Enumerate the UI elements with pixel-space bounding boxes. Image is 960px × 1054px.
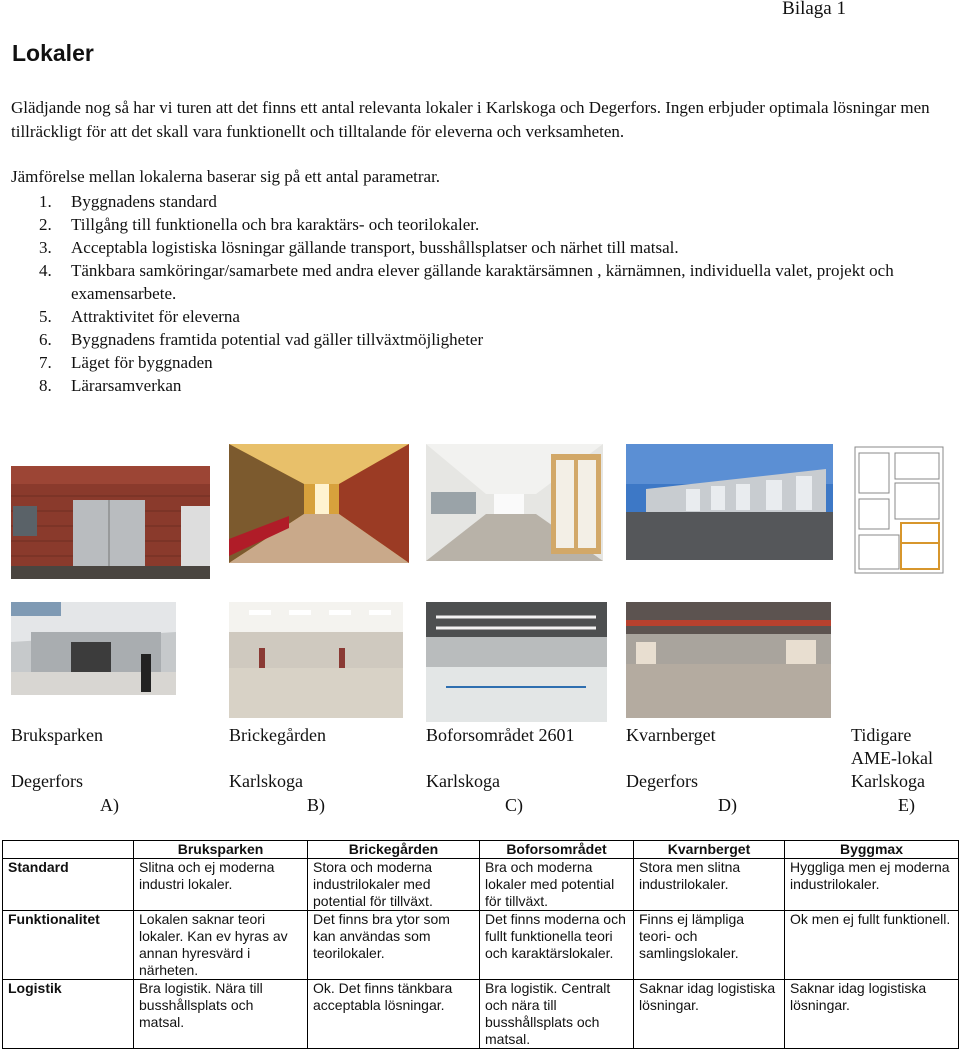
- brickegarden-corridor-photo: [229, 444, 409, 563]
- table-header-cell: Bruksparken: [134, 841, 308, 859]
- table-cell: Saknar idag logistiska lösningar.: [634, 980, 785, 1049]
- caption-kvarnberget-letter: D): [718, 795, 737, 815]
- kvarnberget-hall-photo: [626, 602, 831, 718]
- caption-ame-name: Tidigare: [851, 725, 912, 745]
- table-cell: Stora och moderna industrilokaler med potential för tillväxt.: [308, 859, 480, 911]
- comparison-table: [2, 840, 959, 1049]
- list-item: 4. Tänkbara samköringar/samarbete med andra elever gällande karaktärsämnen , kärnämnen, individuella valet, projekt och examensarbete.: [39, 261, 894, 303]
- table-cell: Bra logistik. Centralt och nära till busshållsplats och matsal.: [480, 980, 634, 1049]
- table-row: [3, 859, 959, 911]
- table-row: [3, 980, 959, 1049]
- caption-brickegarden-letter: B): [307, 795, 325, 815]
- list-item: 5. Attraktivitet för eleverna: [39, 307, 240, 326]
- page-title: Lokaler: [12, 40, 94, 66]
- boforsomradet-interior-photo: [426, 444, 603, 561]
- row-label: Logistik: [3, 980, 134, 1049]
- list-item: 8. Lärarsamverkan: [39, 376, 182, 395]
- list-item: 3. Acceptabla logistiska lösningar gällande transport, busshållsplatser och närhet till matsal.: [39, 238, 679, 257]
- table-cell: Det finns bra ytor som kan användas som teorilokaler.: [308, 911, 480, 980]
- caption-kvarnberget-town: Degerfors: [626, 771, 698, 791]
- caption-brickegarden-name: Brickegården: [229, 725, 326, 745]
- table-cell: Finns ej lämpliga teori- och samlingslokaler.: [634, 911, 785, 980]
- list-item: 6. Byggnadens framtida potential vad gäller tillväxtmöjligheter: [39, 330, 484, 349]
- table-cell: Bra och moderna lokaler med potential för tillväxt.: [480, 859, 634, 911]
- table-cell: Ok men ej fullt funktionell.: [785, 911, 959, 980]
- intro-paragraph: Glädjande nog så har vi turen att det finns ett antal relevanta lokaler i Karlskoga och Degerfors. Ingen erbjuder optimala lösningar men tillräckligt för att det skall vara funktionellt och tilltalande för eleverna och verksamheten.: [11, 98, 930, 141]
- list-item: 7. Läget för byggnaden: [39, 353, 213, 372]
- attachment-label: Bilaga 1: [782, 0, 846, 19]
- table-cell: Slitna och ej moderna industri lokaler.: [134, 859, 308, 911]
- caption-bruksparken-name: Bruksparken: [11, 725, 103, 745]
- caption-boforsomradet-name: Boforsområdet 2601: [426, 725, 575, 745]
- boforsomradet-hall-photo: [426, 602, 607, 722]
- caption-boforsomradet-letter: C): [505, 795, 523, 815]
- table-header-cell: Kvarnberget: [634, 841, 785, 859]
- table-header-row: [3, 841, 959, 859]
- table-cell: Stora men slitna industrilokaler.: [634, 859, 785, 911]
- bruksparken-interior-photo: [11, 602, 176, 695]
- caption-ame-name-line2: AME-lokal: [851, 748, 933, 768]
- ame-floor-plan-image: [851, 443, 947, 577]
- table-cell: Ok. Det finns tänkbara acceptabla lösningar.: [308, 980, 480, 1049]
- row-label: Funktionalitet: [3, 911, 134, 980]
- caption-bruksparken-town: Degerfors: [11, 771, 83, 791]
- table-header-cell: Brickegården: [308, 841, 480, 859]
- caption-brickegarden-town: Karlskoga: [229, 771, 303, 791]
- list-item: 2. Tillgång till funktionella och bra karaktärs- och teorilokaler.: [39, 215, 480, 234]
- row-label: Standard: [3, 859, 134, 911]
- table-header-cell: [3, 841, 134, 859]
- criteria-list: [39, 190, 954, 397]
- brickegarden-hall-photo: [229, 602, 403, 718]
- table-cell: Bra logistik. Nära till busshållsplats och matsal.: [134, 980, 308, 1049]
- table-cell: Lokalen saknar teori lokaler. Kan ev hyras av annan hyresvärd i närheten.: [134, 911, 308, 980]
- table-header-cell: Byggmax: [785, 841, 959, 859]
- table-row: [3, 911, 959, 980]
- table-cell: Saknar idag logistiska lösningar.: [785, 980, 959, 1049]
- list-item: 1. Byggnadens standard: [39, 192, 217, 211]
- caption-ame-town: Karlskoga: [851, 771, 925, 791]
- table-header-cell: Boforsområdet: [480, 841, 634, 859]
- caption-bruksparken-letter: A): [100, 795, 119, 815]
- bruksparken-exterior-photo: [11, 466, 210, 579]
- table-cell: Hyggliga men ej moderna industrilokaler.: [785, 859, 959, 911]
- table-cell: Det finns moderna och fullt funktionella teori och karaktärslokaler.: [480, 911, 634, 980]
- caption-kvarnberget-name: Kvarnberget: [626, 725, 716, 745]
- caption-boforsomradet-town: Karlskoga: [426, 771, 500, 791]
- comparison-intro: Jämförelse mellan lokalerna baserar sig på ett antal parametrar.: [11, 167, 441, 186]
- kvarnberget-exterior-photo: [626, 444, 833, 560]
- caption-ame-letter: E): [898, 795, 915, 815]
